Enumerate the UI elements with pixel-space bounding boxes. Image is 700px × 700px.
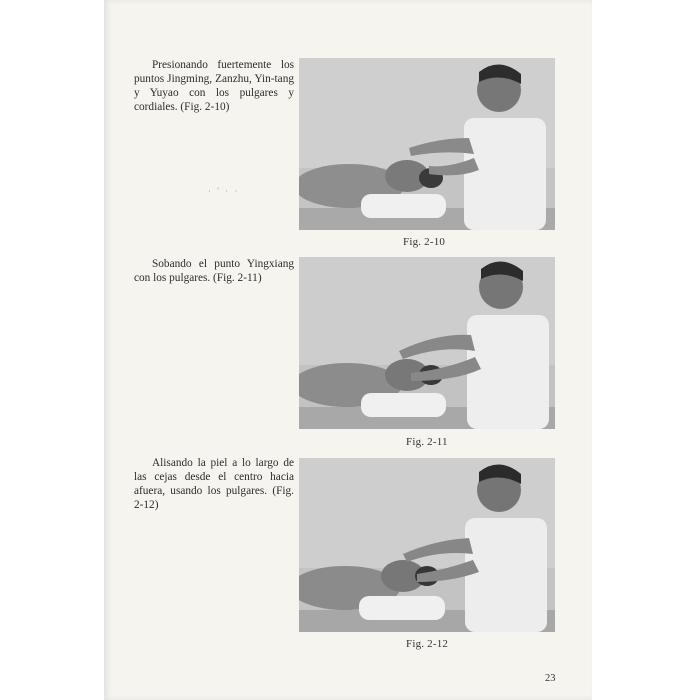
instruction-text-1: Presionando fuertemente los puntos Jingming, Zanzhu, Yin-tang y Yuyao con los pulgares y cordiales. (Fig. 2-10): [134, 59, 294, 113]
massage-photo-1: [299, 58, 555, 230]
page-number: 23: [545, 673, 556, 684]
massage-photo-2: [299, 257, 555, 429]
instruction-text-3: Alisando la piel a lo largo de las cejas desde el centro hacia afuera, usando los pulgares. (Fig. 2-12): [134, 457, 294, 511]
instruction-text-2: Sobando el punto Yingxiang con los pulgares. (Fig. 2-11): [134, 258, 294, 284]
print-specks: · ' · ·: [208, 186, 240, 196]
massage-photo-3: [299, 458, 555, 632]
figure-label-2: Fig. 2-11: [406, 436, 448, 448]
figure-label-3: Fig. 2-12: [406, 638, 449, 650]
figure-label-1: Fig. 2-10: [403, 236, 446, 248]
